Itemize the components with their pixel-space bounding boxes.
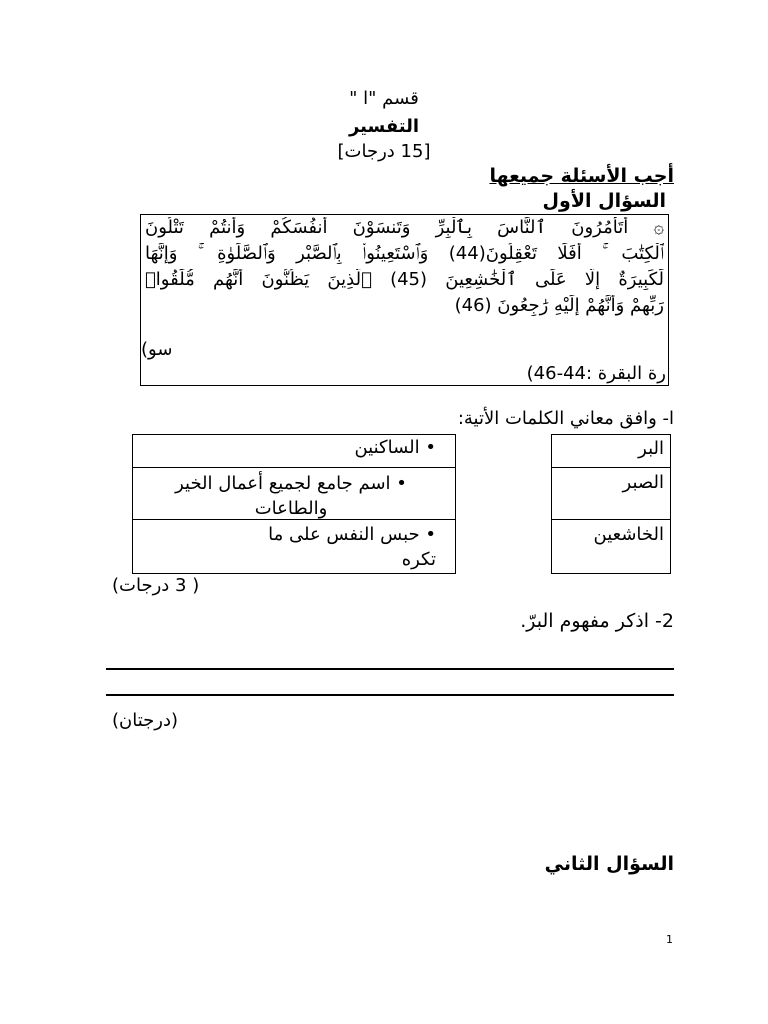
verse-line: رَبِّهِمْ وَأَنَّهُمْ إِلَيْهِ رَٰجِعُونَ (46) <box>454 295 664 316</box>
verse-line: لَكَبِيرَةٌ إِلَّا عَلَى ٱلْخَٰشِعِينَ (45) ٱلَّذِينَ يَظُنُّونَ أَنَّهُم مُّلَٰقُوا۟ <box>145 269 664 290</box>
reference-start: (سو <box>141 339 173 360</box>
meaning-text: حبس النفس على ما تكره <box>268 524 436 570</box>
verse-line: ۞ أَتَأْمُرُونَ ٱلنَّاسَ بِٱلْبِرِّ وَتَنسَوْنَ أَنفُسَكُمْ وَأَنتُمْ تَتْلُونَ <box>145 217 664 238</box>
part2-marks: (درجتان) <box>112 710 179 731</box>
part2-prompt: 2- اذكر مفهوم البرّ. <box>520 610 674 632</box>
meaning-row <box>136 437 436 458</box>
word-sabr: الصبر <box>622 472 664 493</box>
instruction: أجب الأسئلة جميعها <box>489 165 674 187</box>
word-khashieen: الخاشعين <box>593 524 664 545</box>
answer-line[interactable] <box>106 694 674 696</box>
meaning-text: الساكنين <box>354 437 420 458</box>
answer-line[interactable] <box>106 668 674 670</box>
bullet-icon: • <box>425 437 436 458</box>
question2-title: السؤال الثاني <box>544 853 674 875</box>
word-birr: البر <box>638 438 664 459</box>
part1-marks: ( 3 درجات) <box>112 575 200 596</box>
bullet-icon: • <box>425 524 436 545</box>
verse-box <box>140 214 669 386</box>
meaning-row <box>146 471 436 521</box>
part1-prompt: ا- وافق معاني الكلمات الأتية: <box>457 408 674 429</box>
verse-line: ٱلْكِتَٰبَ ۚ أَفَلَا تَعْقِلُونَ(44) وَٱسْتَعِينُوا۟ بِٱلصَّبْرِ وَٱلصَّلَوٰةِ ۚ وَإِنَّهَا <box>145 243 664 264</box>
meaning-row <box>236 522 436 572</box>
total-marks: [15 درجات] <box>337 141 431 162</box>
subject-title: التفسير <box>348 116 420 137</box>
meaning-text: اسم جامع لجميع أعمال الخير والطاعات <box>175 473 391 519</box>
page-number: 1 <box>666 933 673 946</box>
bullet-icon: • <box>396 473 407 494</box>
question1-title: السؤال الأول <box>542 190 666 212</box>
reference-end: رة البقرة :44-46) <box>526 363 666 384</box>
section-label: قسم "ا " <box>349 88 419 109</box>
